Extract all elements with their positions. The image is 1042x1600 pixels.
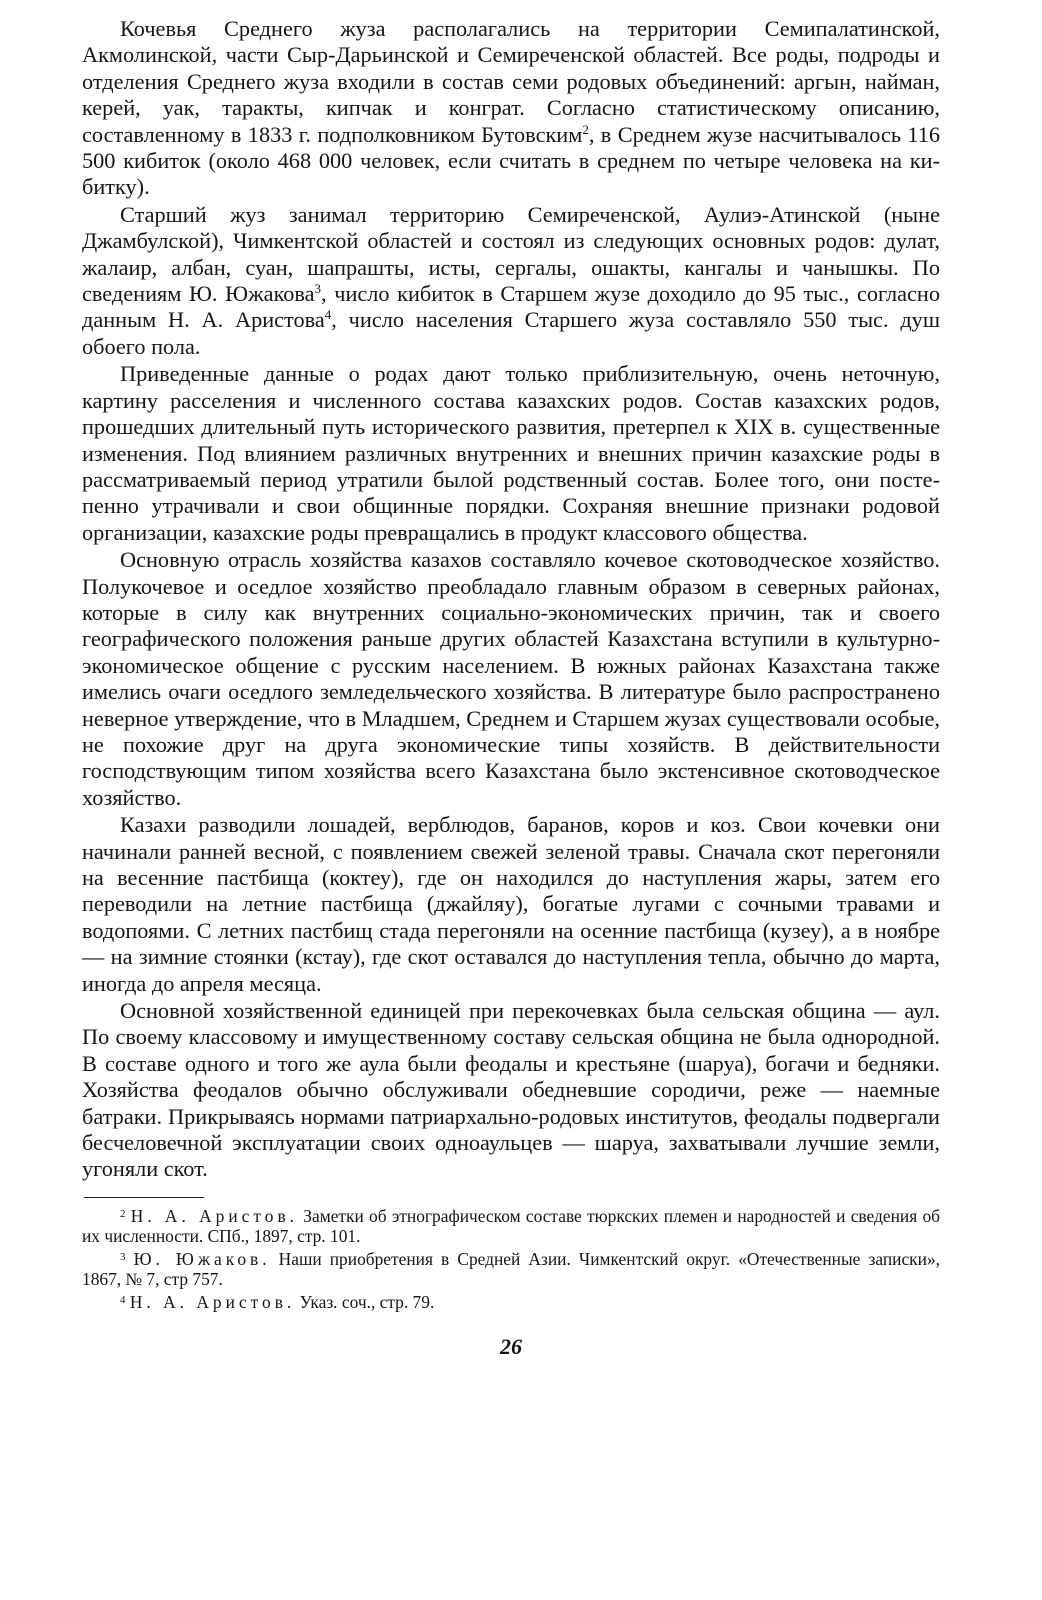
paragraph-economy: Основную отрасль хозяйства казахов составляло кочевое скотоводческое хозяйство. Полукочевое и оседлое хозяйство преобладало главным образом в северных районах, которые в силу как внутренних социально-экономических причин, так и своего географического положения раньше других областей Казахстана вступили в культурно-экономическое общение с русским населением. В южных районах Казахстана также имелись очаги оседлого земледельческого хозяйства. В литературе было распространено неверное утверждение, что в Младшем, Среднем и Старшем жузах существовали особые, не похожие друг на друга экономические типы хозяйств. В действительности господствующим типом хозяйства всего Казахстана было экстенсивное скотоводческое хозяйство. xyxy=(82,547,940,810)
footnote-ref[interactable]: 3 xyxy=(314,281,322,297)
footnote-author: Ю. Южаков. xyxy=(133,1248,271,1269)
paragraph-clans: Приведенные данные о родах дают только приблизительную, очень неточную, картину расселения и численного состава казахских родов. Состав казахских родов, прошедших длительный путь исторического развития, претерпел к XIX в. существенные изменения. Под влиянием различных внутренних и внешних причин казахские роды в рассматриваемый период утратили былой родственный состав. Более того, они постепенно утрачивали и свои общинные порядки. Сохраняя внешние признаки родовой организации, казахские роды превращались в продукт классового общества. xyxy=(82,361,940,545)
paragraph-text: , число кибиток в Старшем жузе доходило до 95 тыс., согласно данным Н. А. Аристова xyxy=(82,281,940,333)
paragraph-text: , число населения Старшего жуза составляло 550 тыс. душ обоего пола. xyxy=(82,307,940,359)
footnote-divider xyxy=(84,1197,204,1198)
footnote-text: Наши приобретения в Средней Азии. Чимкентский округ. «Отечественные записки», 1867, № 7, стр 757. xyxy=(82,1248,940,1290)
paragraph-text: Кочевья Среднего жуза располагались на территории Семипалатинской, Акмолинской, части Сыр-Дарьинской и Семиреченской областей. Все роды, подроды и отделения Среднего жуза входили в состав семи родовых объединений: аргын, найман, керей, уак, таракты, кипчак и конграт. Согласно статистическому описанию, составленному в 1833 г. подполковником Бутовским xyxy=(82,16,940,147)
footnote-text: Заметки об этнографическом составе тюркских племен и народностей и сведения об их численности. СПб., 1897, стр. 101. xyxy=(82,1205,940,1247)
page-number: 26 xyxy=(500,1334,522,1360)
footnote-text: Указ. соч., стр. 79. xyxy=(295,1291,435,1312)
paragraph-senior-zhuz xyxy=(82,202,940,360)
paragraph-livestock: Казахи разводили лошадей, верблюдов, баранов, коров и коз. Свои кочевки они начинали ранней весной, с появлением свежей зеленой травы. Сначала скот перегоняли на весенние пастбища (коктеу), где он находился до наступления жары, затем его переводили на летние пастбища (джайляу), богатые лугами с сочными травами и водопоями. С летних пастбищ стада перегоняли на осенние пастбища (кузеу), а в ноябре — на зимние стоянки (кстау), где скот оставался до наступления тепла, обычно до марта, иногда до апреля месяца. xyxy=(82,812,940,996)
footnote-mark: 4 xyxy=(120,1293,126,1306)
paragraph-text: Старший жуз занимал территорию Семиреченской, Аулиэ-Атинской (ныне Джамбулской), Чимкентской областей и состоял из следующих основных родов: дулат, жалаир, албан, суан, шапрашты, исты, сергалы, ошакты, кангалы и чанышкы. По сведениям Ю. Южакова xyxy=(82,201,940,307)
footnote-ref[interactable]: 4 xyxy=(324,307,332,323)
paragraph-aul: Основной хозяйственной единицей при перекочевках была сельская община — аул. По своему классовому и имущественному составу сельская община не была однородной. В составе одного и того же аула были феодалы и крестьяне (шаруа), богачи и бедняки. Хозяйства феодалов обычно обслуживали обедневшие сородичи, реже — наемные батраки. Прикрываясь нормами патриархально-родовых институтов, феодалы подвергали бесчеловечной эксплуатации своих одноаульцев — шаруа, захватывали лучшие земли, угоняли скот. xyxy=(82,998,940,1182)
document-page xyxy=(82,16,940,1360)
footnote xyxy=(82,1290,940,1313)
paragraph-middle-zhuz xyxy=(82,16,940,201)
footnote-mark: 2 xyxy=(120,1207,126,1220)
footnote-author: Н. А. Аристов. xyxy=(129,1291,296,1312)
footnote-ref[interactable]: 2 xyxy=(582,121,589,137)
footnote-author: Н. А. Аристов. xyxy=(130,1205,299,1226)
footnote-mark: 3 xyxy=(120,1250,126,1263)
footnote xyxy=(82,1247,940,1290)
paragraph-text: , в Среднем жузе насчитывалось 116 500 кибиток (около 468 000 человек, если считать в среднем по четыре человека на кибитку). xyxy=(82,121,940,200)
footnote xyxy=(82,1204,940,1247)
